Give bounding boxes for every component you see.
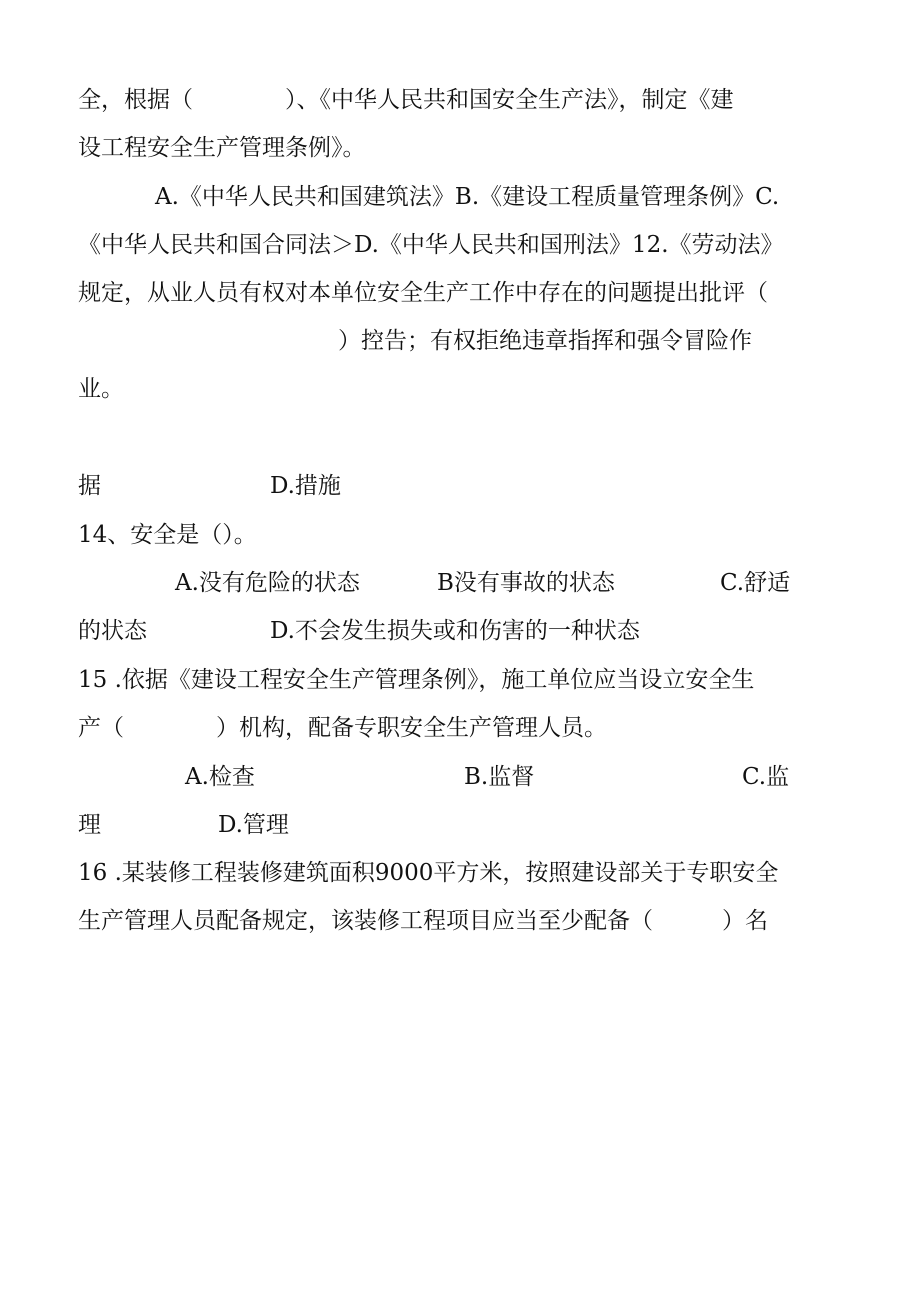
- q11-stem-line-2: 设工程安全生产管理条例》。: [78, 135, 366, 161]
- q15-option-d: D.管理: [218, 812, 289, 838]
- q14-option-c-cont: 的状态: [78, 618, 147, 644]
- q15-option-c: C.监: [742, 764, 790, 790]
- q11-options-line-1: A.《中华人民共和国建筑法》B.《建设工程质量管理条例》C.: [155, 184, 780, 210]
- q16-stem-line-2: 生产管理人员配备规定，该装修工程项目应当至少配备（ ）名: [78, 908, 768, 934]
- q16-stem-line-1: 16 .某装修工程装修建筑面积9000平方米，按照建设部关于专职安全: [78, 860, 779, 886]
- q13-fragment: 据: [78, 473, 101, 499]
- q11-stem-line-1: 全，根据（ ）、《中华人民共和国安全生产法》，制定《建: [78, 87, 734, 113]
- q15-stem-line-2: 产（ ）机构，配备专职安全生产管理人员。: [78, 715, 607, 741]
- q14-option-b: B没有事故的状态: [437, 570, 615, 596]
- q14-stem: 14、安全是（）。: [78, 522, 257, 548]
- q15-option-c-cont: 理: [78, 812, 101, 838]
- q14-option-a: A.没有危险的状态: [175, 570, 360, 596]
- q14-option-c: C.舒适: [720, 570, 791, 596]
- q14-option-d: D.不会发生损失或和伤害的一种状态: [270, 618, 640, 644]
- q12-stem-line-3: ）控告；有权拒绝违章指挥和强令冒险作: [338, 328, 752, 354]
- q13-options-line: [78, 470, 478, 502]
- q15-options-line-2: [0, 809, 920, 841]
- q12-stem-line-4: 业。: [78, 376, 124, 402]
- q15-option-a: A.检查: [185, 764, 255, 790]
- q15-stem-line-1: 15 .依据《建设工程安全生产管理条例》，施工单位应当设立安全生: [78, 667, 755, 693]
- q15-option-b: B.监督: [464, 764, 535, 790]
- q13-option-d: D.措施: [270, 473, 341, 499]
- q12-stem-line-2: 规定，从业人员有权对本单位安全生产工作中存在的问题提出批评（: [78, 280, 768, 306]
- q14-options-line-1: [0, 567, 920, 599]
- q14-options-line-2: [0, 615, 920, 647]
- q15-options-line-1: [0, 761, 920, 793]
- q11-options-line-2: 《中华人民共和国合同法＞D.《中华人民共和国刑法》12.《劳动法》: [78, 232, 784, 258]
